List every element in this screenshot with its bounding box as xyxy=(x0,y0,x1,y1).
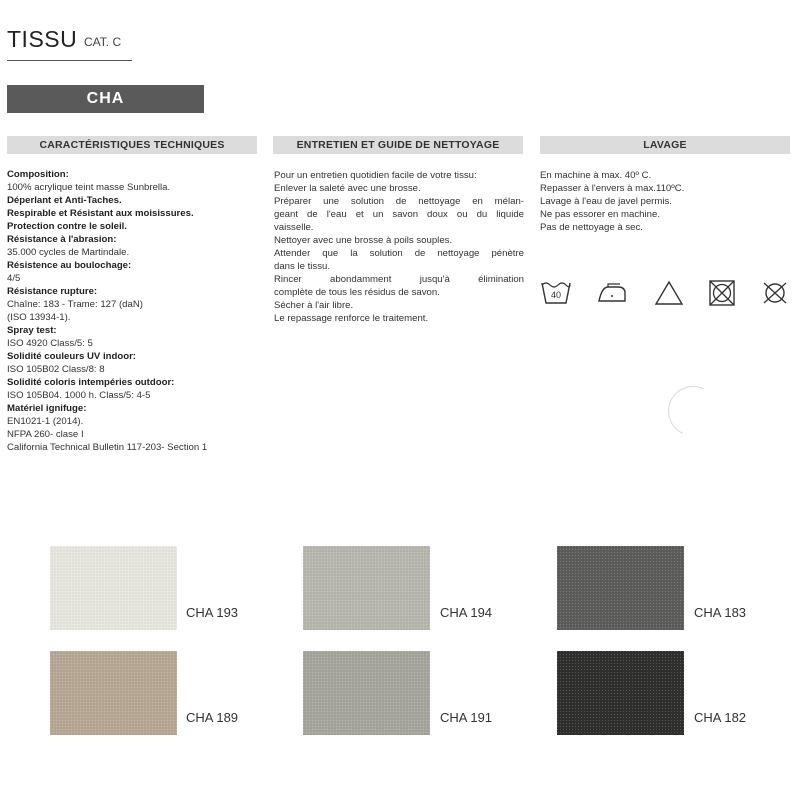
spec-value: NFPA 260- clase I xyxy=(7,429,84,440)
spec-label: Résistance rupture: xyxy=(7,286,98,297)
wash-40-icon xyxy=(540,279,572,307)
spec-value: EN1021-1 (2014). xyxy=(7,416,84,427)
iron-icon xyxy=(596,279,628,307)
swatch-label: CHA 191 xyxy=(440,710,493,725)
page-title: TISSU xyxy=(7,26,78,52)
spec-value: Chaîne: 183 - Trame: 127 (daN) xyxy=(7,299,143,310)
swatch-texture xyxy=(50,546,177,630)
swatch-texture xyxy=(50,651,177,735)
fabric-swatch xyxy=(557,651,684,735)
cleaning-line: Enlever la saleté avec une brosse. xyxy=(274,183,421,194)
spec-label: Spray test: xyxy=(7,325,57,336)
decorative-arc xyxy=(661,379,725,443)
cleaning-line: Rincer abondamment jusqu'à élimination xyxy=(274,274,524,285)
section-header-washing: LAVAGE xyxy=(540,136,790,154)
spec-value: 4/5 xyxy=(7,273,21,284)
fabric-swatch xyxy=(50,546,177,630)
section-header-technical: CARACTÉRISTIQUES TECHNIQUES xyxy=(7,136,257,154)
spec-value: California Technical Bulletin 117-203- Section 1 xyxy=(7,442,208,453)
section-header-cleaning: ENTRETIEN ET GUIDE DE NETTOYAGE xyxy=(273,136,523,154)
spec-value: 100% acrylique teint masse Sunbrella. xyxy=(7,182,171,193)
cleaning-line: Le repassage renforce le traitement. xyxy=(274,313,429,324)
spec-label: Solidité coloris intempéries outdoor: xyxy=(7,377,175,388)
spec-label: Résistence au boulochage: xyxy=(7,260,132,271)
cleaning-line: Sécher à l'air libre. xyxy=(274,300,354,311)
swatch-texture xyxy=(557,546,684,630)
swatch-label: CHA 193 xyxy=(186,605,239,620)
collection-band: CHA xyxy=(7,85,204,113)
spec-label: Matériel ignifuge: xyxy=(7,403,87,414)
spec-value: ISO 105B04. 1000 h. Class/5: 4-5 xyxy=(7,390,151,401)
spec-label: Solidité couleurs UV indoor: xyxy=(7,351,136,362)
washing-line: Lavage à l'eau de javel permis. xyxy=(540,196,672,207)
cleaning-line: Pour un entretien quotidien facile de votre tissu: xyxy=(274,170,477,181)
swatch-texture xyxy=(557,651,684,735)
title-row xyxy=(7,26,132,61)
fabric-swatch xyxy=(50,651,177,735)
spec-label: Protection contre le soleil. xyxy=(7,221,127,232)
spec-label: Résistance à l'abrasion: xyxy=(7,234,117,245)
no-tumble-dry-icon xyxy=(706,279,738,307)
no-dry-clean-icon xyxy=(759,279,791,307)
washing-line: Ne pas essorer en machine. xyxy=(540,209,660,220)
swatch-texture xyxy=(303,546,430,630)
fabric-swatch xyxy=(303,546,430,630)
wash-temperature-label: 40 xyxy=(550,290,562,300)
care-icons xyxy=(540,279,790,311)
cleaning-line: Attender que la solution de nettoyage pénètre xyxy=(274,248,524,259)
cleaning-line: Nettoyer avec une brosse à poils souples. xyxy=(274,235,453,246)
swatch-label: CHA 182 xyxy=(694,710,747,725)
swatch-texture xyxy=(303,651,430,735)
washing-line: Pas de nettoyage à sec. xyxy=(540,222,643,233)
fabric-swatch xyxy=(303,651,430,735)
technical-text xyxy=(7,168,262,454)
spec-label: Respirable et Résistant aux moisissures. xyxy=(7,208,194,219)
bleach-allowed-icon xyxy=(653,279,685,307)
spec-value: ISO 4920 Class/5: 5 xyxy=(7,338,93,349)
cleaning-line: complète de tous les résidus de savon. xyxy=(274,287,440,298)
cleaning-line: vaisselle. xyxy=(274,222,314,233)
swatch-label: CHA 189 xyxy=(186,710,239,725)
cleaning-line: geant de l'eau et un savon doux ou du liquide xyxy=(274,209,524,220)
swatch-label: CHA 183 xyxy=(694,605,747,620)
spec-label: Composition: xyxy=(7,169,69,180)
spec-value: (ISO 13934-1). xyxy=(7,312,71,323)
cleaning-line: Préparer une solution de nettoyage en mélan- xyxy=(274,196,524,207)
cleaning-line: dans le tissu. xyxy=(274,261,330,272)
category-label: CAT. C xyxy=(84,35,122,49)
fabric-swatch xyxy=(557,546,684,630)
spec-value: 35.000 cycles de Martindale. xyxy=(7,247,130,258)
washing-line: Repasser à l'envers à max.110ºC. xyxy=(540,183,685,194)
washing-text xyxy=(540,169,790,234)
cleaning-text xyxy=(274,169,524,325)
washing-line: En machine à max. 40º C. xyxy=(540,170,652,181)
swatch-label: CHA 194 xyxy=(440,605,493,620)
spec-value: ISO 105B02 Class/8: 8 xyxy=(7,364,105,375)
spec-label: Déperlant et Anti-Taches. xyxy=(7,195,122,206)
